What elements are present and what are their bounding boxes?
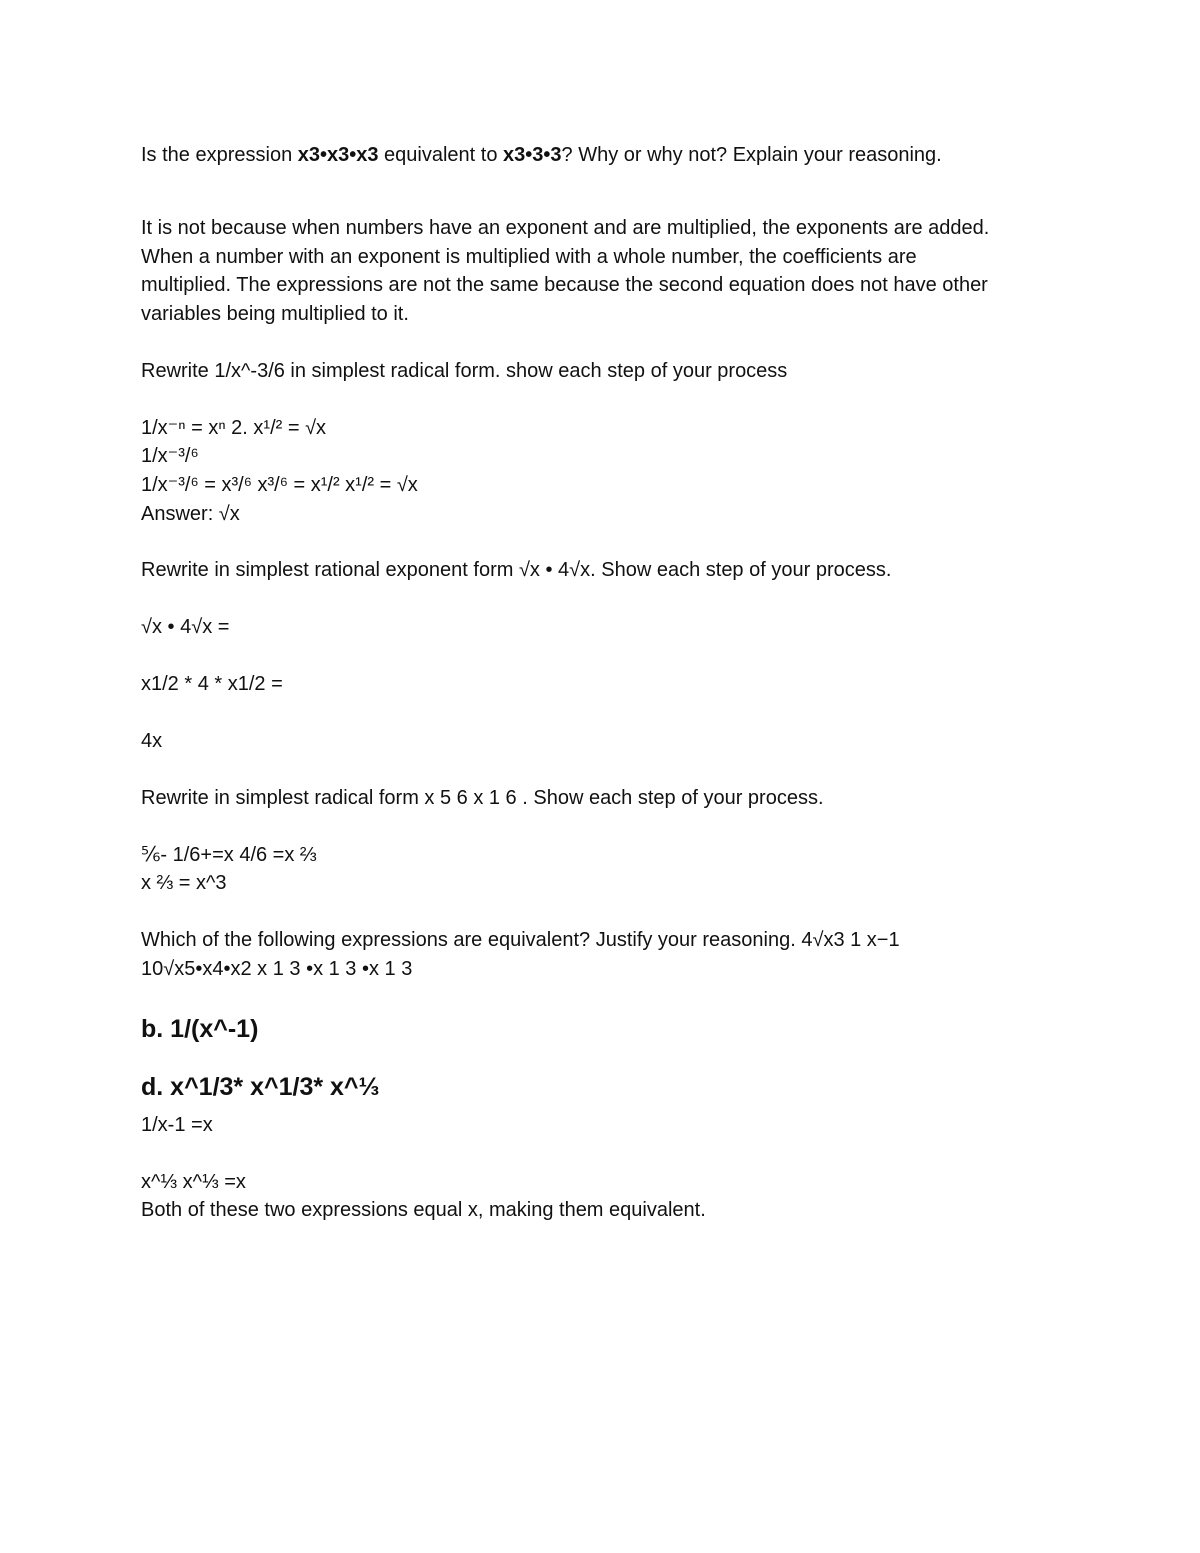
answer-2-line-3: 1/x⁻³/⁶ = x³/⁶ x³/⁶ = x¹/² x¹/² = √x [141,474,418,496]
answer-2-line-2: 1/x⁻³/⁶ [141,445,199,467]
answer-5-line-2: x^⅓ x^⅓ =x [141,1171,246,1193]
answer-3-line-2: x1/2 * 4 * x1/2 = [141,673,283,695]
answer-5-line-1: 1/x-1 =x [141,1114,213,1136]
answer-2-line-4: Answer: √x [141,503,240,525]
answer-1-line-3: multiplied. The expressions are not the same because the second equation does not have other [141,274,988,296]
option-d: d. x^1/3* x^1/3* x^⅓ [141,1073,380,1101]
question-1-expression-2: x3•3•3 [503,144,562,166]
question-5-line-1: Which of the following expressions are equivalent? Justify your reasoning. 4√x3 1 x−1 [141,929,900,951]
answer-1-line-1: It is not because when numbers have an exponent and are multiplied, the exponents are added. [141,217,990,239]
answer-1-line-2: When a number with an exponent is multiplied with a whole number, the coefficients are [141,246,917,268]
answer-5-line-3: Both of these two expressions equal x, making them equivalent. [141,1199,706,1221]
question-4: Rewrite in simplest radical form x 5 6 x 1 6 . Show each step of your process. [141,787,824,809]
answer-3-line-3: 4x [141,730,163,752]
answer-4-line-1: ⅚- 1/6+=x 4/6 =x ⅔ [141,844,317,866]
answer-4-line-2: x ⅔ = x^3 [141,872,227,894]
answer-3-line-1: √x • 4√x = [141,616,230,638]
question-1-suffix: ? Why or why not? Explain your reasoning. [561,144,942,166]
question-1-expression-1: x3•x3•x3 [297,144,379,166]
answer-1-line-4: variables being multiplied to it. [141,303,409,325]
question-1-mid: equivalent to [378,144,504,166]
question-1 [141,141,942,169]
option-b: b. 1/(x^-1) [141,1015,259,1043]
question-5-line-2: 10√x5•x4•x2 x 1 3 •x 1 3 •x 1 3 [141,958,413,980]
question-3: Rewrite in simplest rational exponent form √x • 4√x. Show each step of your process. [141,559,892,581]
question-1-prefix: Is the expression [141,144,298,166]
question-2: Rewrite 1/x^-3/6 in simplest radical form. show each step of your process [141,360,788,382]
answer-2-line-1: 1/x⁻ⁿ = xⁿ 2. x¹/² = √x [141,417,327,439]
